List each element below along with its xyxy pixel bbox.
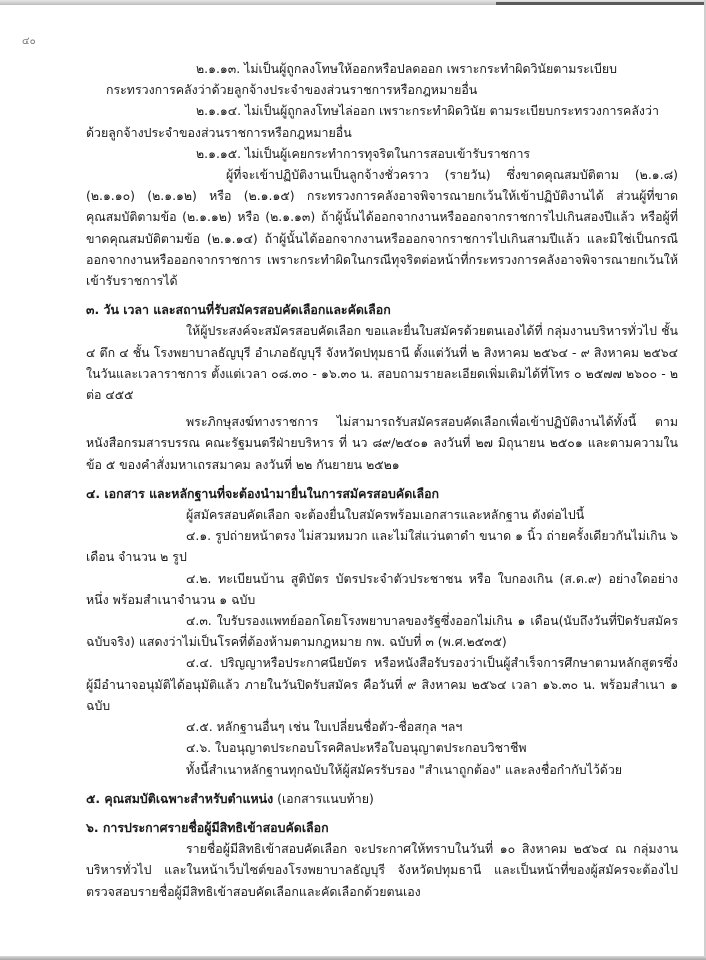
section-5-title: ๕. คุณสมบัติเฉพาะสำหรับตำแหน่ง: [86, 790, 274, 806]
item-2-1-15: ๒.๑.๑๕. ไม่เป็นผู้เคยกระทำการทุจริตในการสอบเข้ารับราชการ: [196, 145, 531, 161]
section-3-para2: พระภิกษุสงฆ์ทางราชการ ไม่สามารถรับสมัครสอบคัดเลือกเพื่อเข้าปฏิบัติงานได้ทั้งนี้ ตามหนังสือกรมสารบรรณ คณะรัฐมนตรีฝ่ายบริหาร ที่ นว ๘๙/๒๕๐๑ ลงวันที่ ๒๗ มิถุนายน ๒๕๐๑ และตามความในข้อ ๕ ของคำสั่งมหาเถรสมาคม ลงวันที่ ๒๒ กันยายน ๒๕๒๑: [86, 414, 678, 472]
scan-bottom-edge: [0, 956, 706, 960]
section-6-para: รายชื่อผู้มีสิทธิเข้าสอบคัดเลือก จะประกาศให้ทราบในวันที่ ๑๐ สิงหาคม ๒๕๖๔ ณ กลุ่มงานบริหารทั่วไป และในหน้าเว็บไซต์ของโรงพยาบาลธัญบุรี จังหวัดปทุมธานี และเป็นหน้าที่ของผู้สมัครจะต้องไปตรวจสอบรายชื่อผู้มีสิทธิเข้าสอบคัดเลือกและคัดเลือกด้วยตนเอง: [86, 841, 678, 899]
section-3-title: ๓. วัน เวลา และสถานที่รับสมัครสอบคัดเลือกและคัดเลือก: [86, 302, 391, 318]
section-5-suffix: (เอกสารแนบท้าย): [273, 790, 374, 806]
section-4-note: ทั้งนี้สำเนาหลักฐานทุกฉบับให้ผู้สมัครรับรอง "สำเนาถูกต้อง" และลงชื่อกำกับไว้ด้วย: [186, 761, 623, 777]
section-4-item-2: ๔.๒. ทะเบียนบ้าน สูติบัตร บัตรประจำตัวประชาชน หรือ ใบกองเกิน (ส.ด.๙) อย่างใดอย่างหนึ่ง พร้อมสำเนาจำนวน ๑ ฉบับ: [86, 570, 678, 607]
item-2-1-14: ๒.๑.๑๔. ไม่เป็นผู้ถูกลงโทษไล่ออก เพราะกระทำผิดวินัย ตามระเบียบกระทรวงการคลังว่า: [196, 103, 659, 119]
item-2-1-14-cont: ด้วยลูกจ้างประจำของส่วนราชการหรือกฎหมายอื่น: [86, 124, 352, 140]
exception-paragraph: ผู้ที่จะเข้าปฏิบัติงานเป็นลูกจ้างชั่วคราว (รายวัน) ซึ่งขาดคุณสมบัติตาม (๒.๑.๘) (๒.๑.๑๐) (๒.๑.๑๒) หรือ (๒.๑.๑๕) กระทรวงการคลังอาจพิจารณายกเว้นให้เข้าปฏิบัติงานได้ ส่วนผู้ที่ขาดคุณสมบัติตามข้อ (๒.๑.๑๒) หรือ (๒.๑.๑๓) ถ้าผู้นั้นได้ออกจากงานหรือออกจากราชการไปเกินสองปีแล้ว หรือผู้ที่ขาดคุณสมบัติตามข้อ (๒.๑.๑๔) ถ้าผู้นั้นได้ออกจากงานหรือออกจากราชการไปเกินสามปีแล้ว และมิใช่เป็นกรณีออกจากงานหรือออกจากราชการ เพราะกระทำผิดในกรณีทุจริตต่อหน้าที่กระทรวงการคลังอาจพิจารณายกเว้นให้เข้ารับราชการได้: [86, 167, 678, 289]
item-2-1-13-line1: ๒.๑.๑๓. ไม่เป็นผู้ถูกลงโทษให้ออกหรือปลดออก เพราะกระทำผิดวินัยตามระเบียบ: [196, 61, 617, 76]
section-4-item-5: ๔.๕. หลักฐานอื่นๆ เช่น ใบเปลี่ยนชื่อตัว-ชื่อสกุล ฯลฯ: [186, 719, 463, 735]
section-5: [86, 788, 678, 809]
item-2-1-13-cont: กระทรวงการคลังว่าด้วยลูกจ้างประจำของส่วนราชการหรือกฎหมายอื่น: [106, 82, 478, 98]
section-4-item-4: ๔.๔. ปริญญาหรือประกาศนียบัตร หรือหนังสือรับรองว่าเป็นผู้สำเร็จการศึกษาตามหลักสูตรซึ่งผู้มีอำนาจอนุมัติได้อนุมัติแล้ว ภายในวันปิดรับสมัคร คือวันที่ ๙ สิงหาคม ๒๕๖๔ เวลา ๑๖.๓๐ น. พร้อมสำเนา ๑ ฉบับ: [86, 655, 678, 713]
section-3-para1: ให้ผู้ประสงค์จะสมัครสอบคัดเลือก ขอและยื่นใบสมัครด้วยตนเองได้ที่ กลุ่มงานบริหารทั่วไป ชั้น ๔ ตึก ๔ ชั้น โรงพยาบาลธัญบุรี อำเภอธัญบุรี จังหวัดปทุมธานี ตั้งแต่วันที่ ๒ สิงหาคม ๒๕๖๔ - ๙ สิงหาคม ๒๕๖๔ ในวันและเวลาราชการ ตั้งแต่เวลา ๐๘.๓๐ - ๑๖.๓๐ น. สอบถามรายละเอียดเพิ่มเติมได้ที่โทร ๐ ๒๕๗๗ ๒๖๐๐ - ๒ ต่อ ๔๕๕: [86, 323, 678, 403]
section-4-item-6: ๔.๖. ใบอนุญาตประกอบโรคศิลปะหรือใบอนุญาตประกอบวิชาชีพ: [186, 740, 527, 756]
section-4-item-1: ๔.๑. รูปถ่ายหน้าตรง ไม่สวมหมวก และไม่ใส่แว่นตาดำ ขนาด ๑ นิ้ว ถ่ายครั้งเดียวกันไม่เกิน ๖ เดือน จำนวน ๒ รูป: [86, 528, 678, 565]
scan-top-edge: [0, 0, 706, 5]
item-2-1-13: [86, 58, 678, 79]
section-6-title: ๖. การประกาศรายชื่อผู้มีสิทธิเข้าสอบคัดเลือก: [86, 819, 329, 835]
section-4-item-3: ๔.๓. ใบรับรองแพทย์ออกโดยโรงพยาบาลของรัฐซึ่งออกไม่เกิน ๑ เดือน(นับถึงวันที่ปิดรับสมัครฉบับจริง) แสดงว่าไม่เป็นโรคที่ต้องห้ามตามกฎหมาย กพ. ฉบับที่ ๓ (พ.ศ.๒๕๓๕): [86, 613, 678, 650]
document-page: [86, 58, 678, 902]
section-4-title: ๔. เอกสาร และหลักฐานที่จะต้องนำมายื่นในการสมัครสอบคัดเลือก: [86, 485, 440, 501]
page-marker: ๔๐: [22, 36, 36, 47]
scan-top-shadow: [496, 2, 706, 5]
section-4-intro: ผู้สมัครสอบคัดเลือก จะต้องยื่นใบสมัครพร้อมเอกสารและหลักฐาน ดังต่อไปนี้: [186, 507, 585, 523]
